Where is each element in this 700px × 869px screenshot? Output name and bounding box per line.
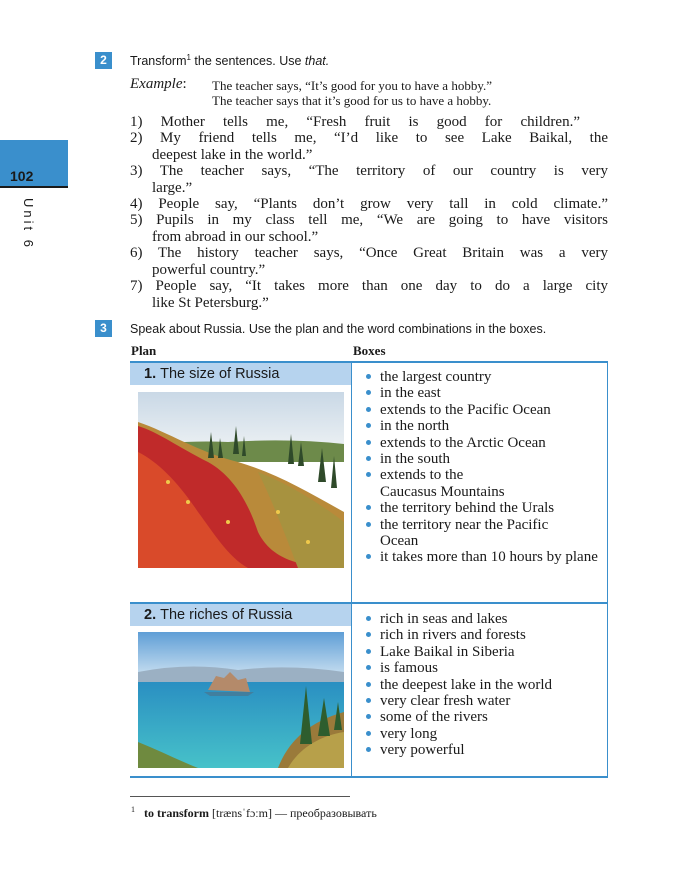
list-item: the deepest lake in the world xyxy=(365,677,609,693)
sentence-5: 5) Pupils in my class tell me, “We are going to have visitors xyxy=(130,212,608,228)
list-item: very powerful xyxy=(365,742,609,758)
list-item: in the south xyxy=(365,451,607,467)
sentence-3-cont: large.” xyxy=(152,180,193,196)
plan-header: Plan xyxy=(131,343,157,358)
sentence-5-cont: from abroad in our school.” xyxy=(152,229,319,245)
example-line-2: The teacher says that it’s good for us to have a hobby. xyxy=(212,93,492,108)
autumn-tundra-photo xyxy=(138,392,344,568)
sentence-1: 1) Mother tells me, “Fresh fruit is good for children.” xyxy=(130,114,580,130)
list-item: in the east xyxy=(365,385,607,401)
box-list-riches xyxy=(365,611,609,759)
sentence-6-cont: powerful country.” xyxy=(152,262,266,278)
table-column-divider xyxy=(351,361,352,778)
list-item: the largest country xyxy=(365,369,607,385)
sentence-2-cont: deepest lake in the world.” xyxy=(152,147,313,163)
example-label: Example: xyxy=(130,76,187,92)
exercise-2-number: 2 xyxy=(95,52,112,69)
sentence-6: 6) The history teacher says, “Once Great Britain was a very xyxy=(130,245,608,261)
list-item: it takes more than 10 hours by plane xyxy=(365,549,600,565)
plan-item-1: 1. The size of Russia xyxy=(130,363,351,385)
exercise-2-instruction: Transform$^1$ the sentences. Use that. xyxy=(130,53,330,69)
sentence-3: 3) The teacher says, “The territory of our country is very xyxy=(130,163,608,179)
footnote: $^1$ to transform [trænsˈfɔːm] — преобразовывать xyxy=(131,805,377,820)
list-item: very long xyxy=(365,726,609,742)
box-list-size xyxy=(365,369,607,566)
list-item: some of the rivers xyxy=(365,709,609,725)
list-item: very clear fresh water xyxy=(365,693,609,709)
footnote-rule xyxy=(130,796,350,797)
list-item: Lake Baikal in Siberia xyxy=(365,644,609,660)
list-item: in the north xyxy=(365,418,607,434)
list-item: extends to the Caucasus Mountains xyxy=(365,467,540,500)
sentence-2: 2) My friend tells me, “I’d like to see Lake Baikal, the xyxy=(130,130,608,146)
list-item: extends to the Pacific Ocean xyxy=(365,402,607,418)
list-item: is famous xyxy=(365,660,609,676)
list-item: rich in seas and lakes xyxy=(365,611,609,627)
sentence-7-cont: like St Petersburg.” xyxy=(152,295,269,311)
plan-item-2: 2. The riches of Russia xyxy=(130,604,351,626)
unit-label: Unit 6 xyxy=(21,198,36,250)
table-bottom-rule xyxy=(130,776,608,778)
list-item: the territory behind the Urals xyxy=(365,500,560,516)
list-item: the territory near the Pacific Ocean xyxy=(365,517,550,550)
exercise-3-instruction: Speak about Russia. Use the plan and the word combinations in the boxes. xyxy=(130,322,547,336)
lake-baikal-photo xyxy=(138,632,344,768)
boxes-header: Boxes xyxy=(353,343,386,358)
page-number: 102 xyxy=(10,168,34,184)
example-line-1: The teacher says, “It’s good for you to have a hobby.” xyxy=(212,78,493,93)
list-item: rich in rivers and forests xyxy=(365,627,609,643)
exercise-3-number: 3 xyxy=(95,320,112,337)
sentence-4: 4) People say, “Plants don’t grow very tall in cold climate.” xyxy=(130,196,608,212)
list-item: extends to the Arctic Ocean xyxy=(365,435,607,451)
sentence-7: 7) People say, “It takes more than one day to do a large city xyxy=(130,278,608,294)
